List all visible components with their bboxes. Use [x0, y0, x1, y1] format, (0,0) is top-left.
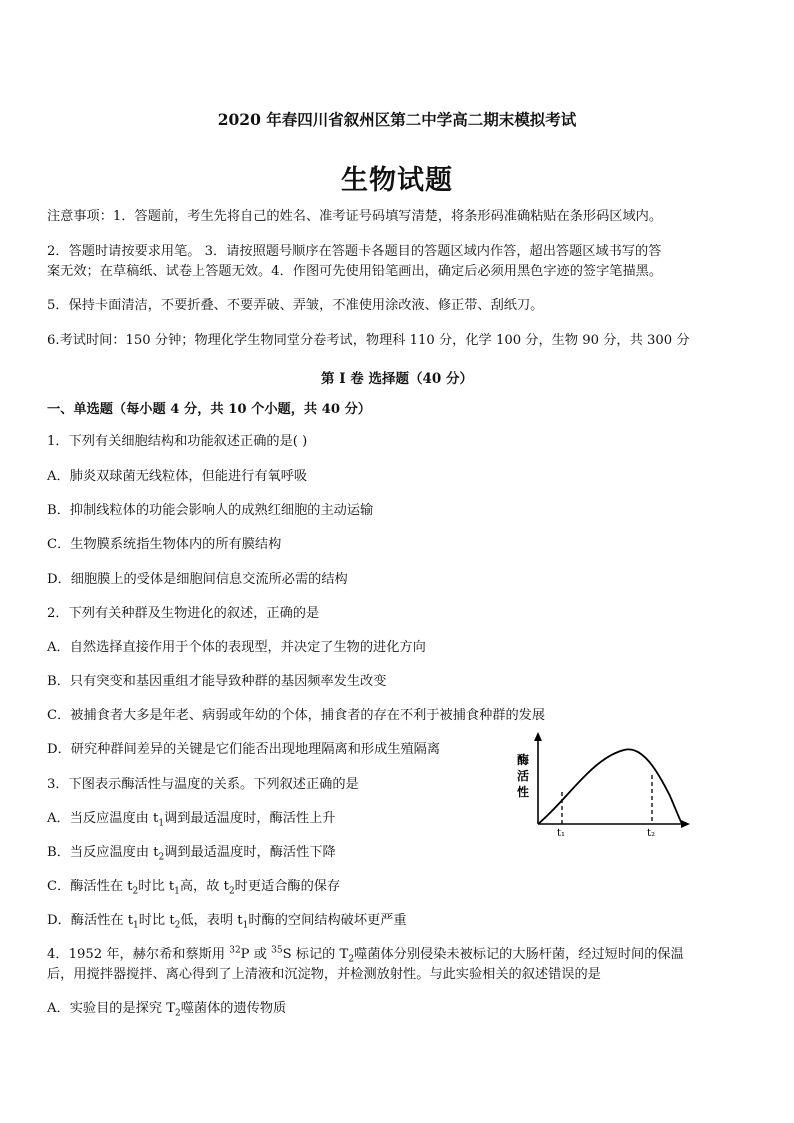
exam-subtitle: 2020 年春四川省叙州区第二中学高二期末模拟考试 [217, 110, 577, 129]
activity-curve [538, 749, 682, 824]
q4-stem-line2: 后，用搅拌器搅拌、离心得到了上清液和沉淀物，并检测放射性。与此实验相关的叙述错误的是 [47, 967, 601, 982]
note-1: 注意事项：1．答题前，考生先将自己的姓名、准考证号码填写清楚，将条形码准确粘贴在条形码区域内。 [47, 209, 663, 224]
x-axis-arrow [681, 820, 690, 828]
exam-title: 生物试题 [341, 165, 453, 196]
q1-option-b: B．抑制线粒体的功能会影响人的成熟红细胞的主动运输 [47, 503, 374, 518]
q2-option-d: D．研究种群间差异的关键是它们能否出现地理隔离和形成生殖隔离 [47, 742, 441, 757]
q2-option-c: C．被捕食者大多是年老、病弱或年幼的个体，捕食者的存在不利于被捕食种群的发展 [47, 708, 546, 723]
note-6: 6.考试时间：150 分钟；物理化学生物同堂分卷考试，物理科 110 分，化学 100 分，生物 90 分，共 300 分 [47, 333, 690, 348]
q1-option-a: A．肺炎双球菌无线粒体，但能进行有氧呼吸 [47, 469, 308, 484]
q4-stem-line1: 4．1952 年，赫尔希和蔡斯用 $^{32}$P 或 $^{35}$S 标记的 $T_2$噬菌体分别侵染未被标记的大肠杆菌，经过短时间的保温 [47, 945, 684, 965]
q1-option-d: D．细胞膜上的受体是细胞间信息交流所必需的结构 [47, 572, 348, 587]
q3-option-d: D．酶活性在 $t_1$时比 $t_2$低，表明 $t_1$时酶的空间结构破坏更严重 [47, 913, 407, 931]
note-2b: 案无效；在草稿纸、试卷上答题无效。4．作图可先使用铅笔画出，确定后必须用黑色字迹的签字笔描黑。 [47, 264, 663, 279]
q3-option-c: C．酶活性在 $t_2$时比 $t_1$高，故 $t_2$时更适合酶的保存 [47, 879, 341, 897]
q2-stem: 2．下列有关种群及生物进化的叙述，正确的是 [47, 606, 320, 621]
note-5: 5．保持卡面清洁，不要折叠、不要弄破、弄皱，不准使用涂改液、修正带、刮纸刀。 [47, 298, 544, 313]
t2-label: t₂ [647, 828, 656, 839]
y-label-2: 活 [517, 769, 530, 783]
note-2a: 2．答题时请按要求用笔。 3．请按照题号顺序在答题卡各题目的答题区域内作答，超出答题区域书写的答 [47, 244, 662, 259]
section-heading: 一、单选题（每小题 4 分，共 10 个小题，共 40 分） [47, 402, 371, 417]
y-label-3: 性 [517, 785, 530, 799]
q1-option-c: C．生物膜系统指生物体内的所有膜结构 [47, 537, 282, 552]
q3-stem: 3．下图表示酶活性与温度的关系。下列叙述正确的是 [47, 777, 359, 792]
y-label-1: 酶 [517, 753, 530, 767]
t1-label: t₁ [557, 828, 566, 839]
q3-option-b: B．当反应温度由 $t_2$调到最适温度时，酶活性下降 [47, 845, 336, 863]
y-axis-arrow [534, 732, 542, 741]
part-heading: 第 I 卷 选择题（40 分） [321, 371, 473, 387]
q2-option-b: B．只有突变和基因重组才能导致种群的基因频率发生改变 [47, 674, 387, 689]
q3-option-a: A．当反应温度由 $t_1$调到最适温度时，酶活性上升 [47, 811, 336, 829]
enzyme-activity-graph [512, 730, 694, 840]
q1-stem: 1．下列有关细胞结构和功能叙述正确的是( ) [47, 434, 308, 449]
q4-option-a: A．实验目的是探究 $T_2$噬菌体的遗传物质 [47, 1001, 287, 1019]
q2-option-a: A．自然选择直接作用于个体的表现型，并决定了生物的进化方向 [47, 640, 426, 655]
